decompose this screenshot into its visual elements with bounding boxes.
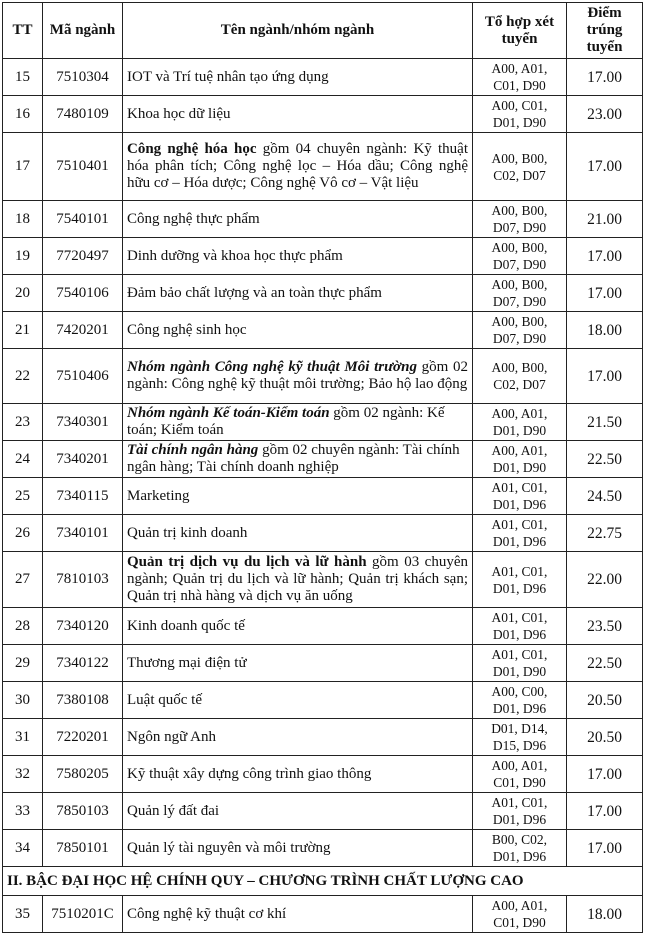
program-name <box>123 682 473 719</box>
admission-scores-table <box>2 2 643 933</box>
table-row <box>3 756 643 793</box>
program-name <box>123 756 473 793</box>
admission-score: 22.50 <box>567 645 643 682</box>
subject-combination: A01, C01, D01, D96 <box>473 478 567 515</box>
program-name-lead: Tài chính ngân hàng <box>127 442 259 458</box>
program-name-text: gồm 04 chuyên ngành: Kỹ thuật hóa phân tích; Công nghệ lọc – Hóa dầu; Công nghệ hữu cơ – Hóa dược; Công nghệ Vô cơ – Vật liệu <box>127 141 468 191</box>
admission-score: 23.50 <box>567 608 643 645</box>
program-name <box>123 896 473 933</box>
table-row <box>3 645 643 682</box>
program-code: 7540101 <box>43 201 123 238</box>
subject-combination: A00, B00, C02, D07 <box>473 133 567 201</box>
program-code: 7420201 <box>43 312 123 349</box>
header-tt: TT <box>3 3 43 59</box>
program-code: 7510401 <box>43 133 123 201</box>
program-name-text: Đảm bảo chất lượng và an toàn thực phẩm <box>127 284 382 301</box>
program-code: 7540106 <box>43 275 123 312</box>
row-number: 22 <box>3 349 43 404</box>
admission-score: 17.00 <box>567 830 643 867</box>
row-number: 15 <box>3 59 43 96</box>
program-name <box>123 719 473 756</box>
table-row <box>3 896 643 933</box>
program-name-text: Khoa học dữ liệu <box>127 105 231 122</box>
admission-score: 21.50 <box>567 404 643 441</box>
program-name-lead: Quản trị dịch vụ du lịch và lữ hành <box>127 554 367 570</box>
program-code: 7380108 <box>43 682 123 719</box>
program-name-text: Luật quốc tế <box>127 691 202 708</box>
admission-score: 22.00 <box>567 552 643 608</box>
admission-score: 17.00 <box>567 133 643 201</box>
program-name <box>123 793 473 830</box>
table-row <box>3 441 643 478</box>
row-number: 16 <box>3 96 43 133</box>
table-body <box>3 59 643 867</box>
header-combo: Tổ hợp xét tuyển <box>473 3 567 59</box>
admission-score: 17.00 <box>567 275 643 312</box>
header-name: Tên ngành/nhóm ngành <box>123 3 473 59</box>
program-name <box>123 552 473 608</box>
subject-combination: A00, B00, D07, D90 <box>473 312 567 349</box>
program-name <box>123 312 473 349</box>
table-row <box>3 478 643 515</box>
row-number: 34 <box>3 830 43 867</box>
program-code: 7580205 <box>43 756 123 793</box>
program-name-text: Thương mại điện tử <box>127 654 247 671</box>
program-code: 7340201 <box>43 441 123 478</box>
subject-combination: A01, C01, D01, D96 <box>473 515 567 552</box>
program-code: 7510304 <box>43 59 123 96</box>
program-code: 7510406 <box>43 349 123 404</box>
program-name-lead: Công nghệ hóa học <box>127 141 257 157</box>
admission-score: 20.50 <box>567 682 643 719</box>
program-code: 7510201C <box>43 896 123 933</box>
program-name-text: Công nghệ thực phẩm <box>127 210 260 227</box>
table-row <box>3 719 643 756</box>
header-code: Mã ngành <box>43 3 123 59</box>
program-code: 7340122 <box>43 645 123 682</box>
table-row <box>3 830 643 867</box>
admission-score: 17.00 <box>567 349 643 404</box>
admission-score: 17.00 <box>567 238 643 275</box>
admission-score: 18.00 <box>567 896 643 933</box>
admission-score: 17.00 <box>567 756 643 793</box>
table-row <box>3 312 643 349</box>
subject-combination: A00, B00, D07, D90 <box>473 238 567 275</box>
table-row <box>3 552 643 608</box>
subject-combination: A00, A01, C01, D90 <box>473 756 567 793</box>
subject-combination: B00, C02, D01, D96 <box>473 830 567 867</box>
program-name-text: IOT và Trí tuệ nhân tạo ứng dụng <box>127 68 329 85</box>
row-number: 28 <box>3 608 43 645</box>
row-number: 20 <box>3 275 43 312</box>
row-number: 21 <box>3 312 43 349</box>
row-number: 25 <box>3 478 43 515</box>
admission-score: 17.00 <box>567 59 643 96</box>
row-number: 26 <box>3 515 43 552</box>
program-code: 7340115 <box>43 478 123 515</box>
program-name <box>123 201 473 238</box>
program-name <box>123 404 473 441</box>
subject-combination: A00, C00, D01, D96 <box>473 682 567 719</box>
admission-score: 22.50 <box>567 441 643 478</box>
row-number: 29 <box>3 645 43 682</box>
program-code: 7340120 <box>43 608 123 645</box>
row-number: 33 <box>3 793 43 830</box>
program-name <box>123 275 473 312</box>
subject-combination: A01, C01, D01, D96 <box>473 552 567 608</box>
admission-score: 24.50 <box>567 478 643 515</box>
subject-combination: A00, A01, D01, D90 <box>473 404 567 441</box>
table-row <box>3 96 643 133</box>
program-name <box>123 441 473 478</box>
admission-score: 18.00 <box>567 312 643 349</box>
table-row <box>3 349 643 404</box>
subject-combination: A01, C01, D01, D90 <box>473 645 567 682</box>
header-score: Điểm trúng tuyển <box>567 3 643 59</box>
row-number: 30 <box>3 682 43 719</box>
table-row <box>3 59 643 96</box>
program-name-lead: Nhóm ngành Công nghệ kỹ thuật Môi trường <box>127 359 417 375</box>
program-name-text: Ngôn ngữ Anh <box>127 728 216 745</box>
program-name-text: Quản lý đất đai <box>127 802 220 819</box>
program-name <box>123 478 473 515</box>
program-name <box>123 830 473 867</box>
program-name <box>123 645 473 682</box>
program-code: 7220201 <box>43 719 123 756</box>
table-row <box>3 793 643 830</box>
table-row <box>3 608 643 645</box>
program-name-text: Kỹ thuật xây dựng công trình giao thông <box>127 765 372 782</box>
program-name <box>123 238 473 275</box>
program-code: 7810103 <box>43 552 123 608</box>
program-name <box>123 608 473 645</box>
program-name-text: gồm 03 chuyên ngành; Quản trị du lịch và lữ hành; Quản trị khách sạn; Quản trị nhà hàng và dịch vụ ăn uống <box>127 554 468 604</box>
subject-combination: A00, B00, D07, D90 <box>473 201 567 238</box>
program-name-lead: Nhóm ngành Kế toán-Kiểm toán <box>127 405 330 421</box>
program-name-text: Quản lý tài nguyên và môi trường <box>127 839 331 856</box>
program-name <box>123 96 473 133</box>
program-name <box>123 515 473 552</box>
admission-score: 17.00 <box>567 793 643 830</box>
table-row <box>3 275 643 312</box>
row-number: 35 <box>3 896 43 933</box>
table-row <box>3 133 643 201</box>
program-name-text: Quản trị kinh doanh <box>127 524 248 541</box>
row-number: 24 <box>3 441 43 478</box>
program-name-text: gồm 02 ngành: Công nghệ kỹ thuật môi trường; Bảo hộ lao động <box>127 359 468 392</box>
admission-score: 23.00 <box>567 96 643 133</box>
admission-score: 22.75 <box>567 515 643 552</box>
program-code: 7340301 <box>43 404 123 441</box>
row-number: 31 <box>3 719 43 756</box>
subject-combination: A00, B00, D07, D90 <box>473 275 567 312</box>
program-name <box>123 59 473 96</box>
program-name-text: Dinh dưỡng và khoa học thực phẩm <box>127 247 343 264</box>
subject-combination: A00, B00, C02, D07 <box>473 349 567 404</box>
program-code: 7850103 <box>43 793 123 830</box>
table-header-row <box>3 3 643 59</box>
row-number: 19 <box>3 238 43 275</box>
subject-combination: A00, A01, C01, D90 <box>473 59 567 96</box>
program-name-text: Kinh doanh quốc tế <box>127 617 245 634</box>
program-name-text: gồm 02 ngành: Kế toán; Kiểm toán <box>127 405 445 438</box>
program-code: 7340101 <box>43 515 123 552</box>
table-row <box>3 238 643 275</box>
subject-combination: A00, C01, D01, D90 <box>473 96 567 133</box>
admission-score: 20.50 <box>567 719 643 756</box>
subject-combination: A01, C01, D01, D96 <box>473 793 567 830</box>
subject-combination: A01, C01, D01, D96 <box>473 608 567 645</box>
row-number: 32 <box>3 756 43 793</box>
table-row <box>3 515 643 552</box>
table-row <box>3 682 643 719</box>
row-number: 17 <box>3 133 43 201</box>
program-name <box>123 349 473 404</box>
section-title: II. BẬC ĐẠI HỌC HỆ CHÍNH QUY – CHƯƠNG TRÌNH CHẤT LƯỢNG CAO <box>3 867 643 896</box>
subject-combination: D01, D14, D15, D96 <box>473 719 567 756</box>
program-code: 7850101 <box>43 830 123 867</box>
program-name-text: Marketing <box>127 487 190 504</box>
program-name-text: Công nghệ kỹ thuật cơ khí <box>127 905 287 922</box>
program-code: 7720497 <box>43 238 123 275</box>
subject-combination: A00, A01, C01, D90 <box>473 896 567 933</box>
table-row <box>3 201 643 238</box>
row-number: 27 <box>3 552 43 608</box>
program-name-text: Công nghệ sinh học <box>127 321 247 338</box>
row-number: 18 <box>3 201 43 238</box>
table-row <box>3 404 643 441</box>
row-number: 23 <box>3 404 43 441</box>
section-row <box>3 867 643 896</box>
program-name-text: gồm 02 chuyên ngành: Tài chính ngân hàng; Tài chính doanh nghiệp <box>127 442 460 475</box>
subject-combination: A00, A01, D01, D90 <box>473 441 567 478</box>
program-code: 7480109 <box>43 96 123 133</box>
admission-score: 21.00 <box>567 201 643 238</box>
program-name <box>123 133 473 201</box>
table-body-2 <box>3 896 643 933</box>
